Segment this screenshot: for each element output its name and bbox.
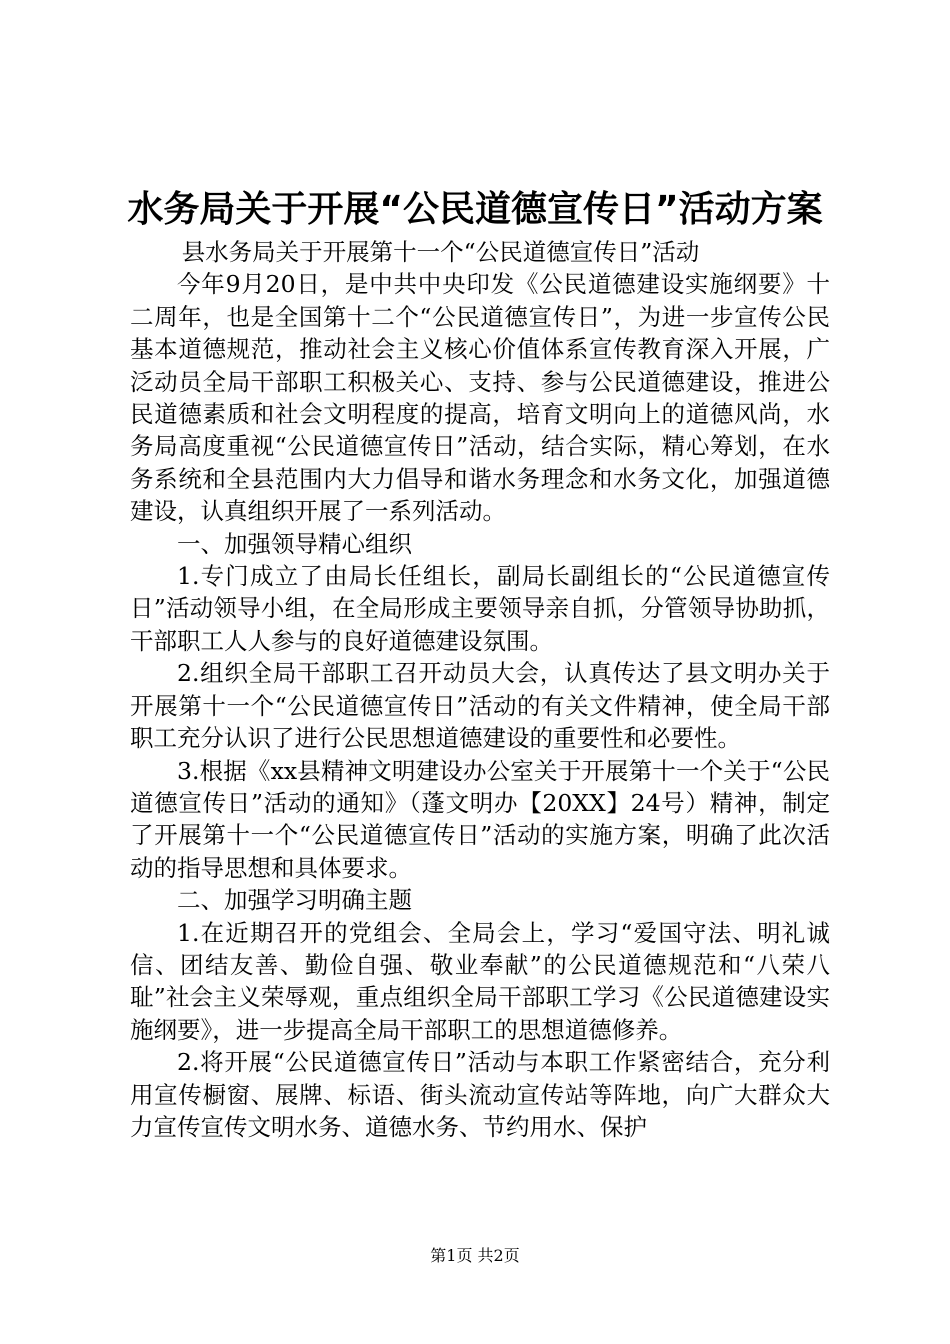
document-body <box>130 236 830 1143</box>
paragraph-1-1: 1.专门成立了由局长任组长，副局长副组长的“公民道德宣传日”活动领导小组，在全局形成主要领导亲自抓，分管领导协助抓，干部职工人人参与的良好道德建设氛围。 <box>130 562 830 655</box>
subtitle-line: 县水务局关于开展第十一个“公民道德宣传日”活动 <box>181 238 700 266</box>
paragraph-2-1: 1.在近期召开的党组会、全局会上，学习“爱国守法、明礼诚信、团结友善、勤俭自强、敬业奉献”的公民道德规范和“八荣八耻”社会主义荣辱观，重点组织全局干部职工学习《公民道德建设实施纲要》，进一步提高全局干部职工的思想道德修养。 <box>130 918 830 1044</box>
page-footer: 第1页 共2页 <box>430 1246 520 1265</box>
section-heading-1: 一、加强领导精心组织 <box>177 529 412 558</box>
section-heading-2: 二、加强学习明确主题 <box>177 886 412 915</box>
paragraph-intro: 今年9月20日，是中共中央印发《公民道德建设实施纲要》十二周年，也是全国第十二个“公民道德宣传日”，为进一步宣传公民基本道德规范，推动社会主义核心价值体系宣传教育深入开展，广泛动员全局干部职工积极关心、支持、参与公民道德建设，推进公民道德素质和社会文明程度的提高，培育文明向上的道德风尚，水务局高度重视“公民道德宣传日”活动，结合实际，精心筹划，在水务系统和全县范围内大力倡导和谐水务理念和水务文化，加强道德建设，认真组织开展了一系列活动。 <box>130 270 830 526</box>
paragraph-2-2: 2.将开展“公民道德宣传日”活动与本职工作紧密结合，充分利用宣传橱窗、展牌、标语、街头流动宣传站等阵地，向广大群众大力宣传宣传文明水务、道德水务、节约用水、保护 <box>130 1048 830 1141</box>
paragraph-1-2: 2.组织全局干部职工召开动员大会，认真传达了县文明办关于开展第十一个“公民道德宣传日”活动的有关文件精神，使全局干部职工充分认识了进行公民思想道德建设的重要性和必要性。 <box>130 659 830 753</box>
document-title: 水务局关于开展“公民道德宣传日”活动方案 <box>127 189 823 230</box>
paragraph-1-3: 3.根据《xx县精神文明建设办公室关于开展第十一个关于“公民道德宣传日”活动的通知》（蓬文明办【20XX】24号）精神，制定了开展第十一个“公民道德宣传日”活动的实施方案，明确了此次活动的指导思想和具体要求。 <box>130 756 830 882</box>
